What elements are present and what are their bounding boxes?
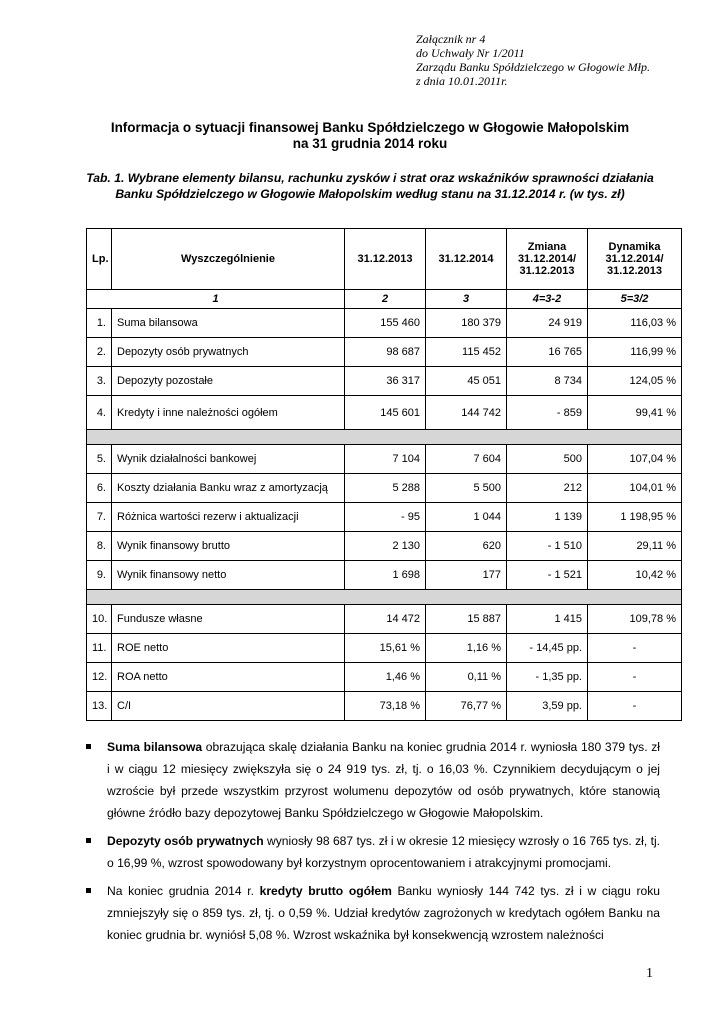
row-value-2014: 115 452 bbox=[426, 338, 507, 367]
row-lp: 1. bbox=[87, 309, 112, 338]
row-dynamics: - bbox=[588, 634, 682, 663]
title-line: na 31 grudnia 2014 roku bbox=[292, 136, 448, 151]
section-separator bbox=[87, 590, 682, 605]
header-2014: 31.12.2014 bbox=[426, 229, 507, 290]
row-name: Depozyty pozostałe bbox=[112, 367, 345, 396]
bullet-text: obrazująca skalę działania Banku na koniec grudnia 2014 r. wyniosła 180 379 tys. zł i w ciągu 12 miesięcy zwiększyła się o 24 919 tys. zł, tj. o 16,03 %. Czynnikiem decydującym o jej wzroście był przede wszystkim przyrost wolumenu depozytów od osób prywatnych, które stanowią główne źródło bazy depozytowej Banku Spółdzielczego w Głogowie Małopolskim. bbox=[107, 740, 660, 820]
bullet-list bbox=[86, 736, 660, 952]
column-number-row bbox=[87, 290, 682, 309]
bullet-text: Banku wyniosły 144 742 tys. zł i w ciągu roku zmniejszyły się o 859 tys. zł, tj. o 0,59 %. Udział kredytów zagrożonych w kredytach ogółem Banku na koniec grudnia br. wyniósł 5,08 %. Wzrost wskaźnika był konsekwencją wzrostem należności bbox=[107, 884, 660, 942]
row-dynamics: - bbox=[588, 692, 682, 721]
header-name: Wyszczególnienie bbox=[112, 229, 345, 290]
bullet-keyword: kredyty brutto ogółem bbox=[259, 884, 392, 898]
row-name: ROE netto bbox=[112, 634, 345, 663]
row-lp: 3. bbox=[87, 367, 112, 396]
section-separator bbox=[87, 430, 682, 445]
row-lp: 11. bbox=[87, 634, 112, 663]
row-value-2014: 15 887 bbox=[426, 605, 507, 634]
row-value-2014: 144 742 bbox=[426, 396, 507, 430]
table-row bbox=[87, 503, 682, 532]
row-change: - 14,45 pp. bbox=[507, 634, 588, 663]
row-name: ROA netto bbox=[112, 663, 345, 692]
row-value-2013: 98 687 bbox=[345, 338, 426, 367]
row-name: Kredyty i inne należności ogółem bbox=[112, 396, 345, 430]
row-dynamics: 1 198,95 % bbox=[588, 503, 682, 532]
row-value-2013: 73,18 % bbox=[345, 692, 426, 721]
row-lp: 13. bbox=[87, 692, 112, 721]
row-change: - 1 521 bbox=[507, 561, 588, 590]
row-value-2014: 0,11 % bbox=[426, 663, 507, 692]
row-change: 1 139 bbox=[507, 503, 588, 532]
row-value-2013: 1,46 % bbox=[345, 663, 426, 692]
colnum: 2 bbox=[345, 290, 426, 309]
row-name: Fundusze własne bbox=[112, 605, 345, 634]
header-change-l2: 31.12.2014/ bbox=[517, 253, 577, 265]
row-name: Koszty działania Banku wraz z amortyzacją bbox=[112, 474, 345, 503]
row-value-2013: 14 472 bbox=[345, 605, 426, 634]
row-name: Depozyty osób prywatnych bbox=[112, 338, 345, 367]
row-dynamics: 109,78 % bbox=[588, 605, 682, 634]
header-dyn-l2: 31.12.2014/ bbox=[605, 253, 664, 265]
bullet-keyword: Depozyty osób prywatnych bbox=[107, 834, 264, 848]
row-dynamics: 116,03 % bbox=[588, 309, 682, 338]
row-change: - 1 510 bbox=[507, 532, 588, 561]
row-change: 1 415 bbox=[507, 605, 588, 634]
row-dynamics: 29,11 % bbox=[588, 532, 682, 561]
row-name: Wynik finansowy brutto bbox=[112, 532, 345, 561]
row-lp: 4. bbox=[87, 396, 112, 430]
bullet-square-icon bbox=[86, 744, 91, 749]
annex-line: do Uchwały Nr 1/2011 bbox=[416, 46, 525, 60]
bullet-item bbox=[86, 880, 660, 946]
row-name: Wynik finansowy netto bbox=[112, 561, 345, 590]
row-value-2013: 2 130 bbox=[345, 532, 426, 561]
row-name: Wynik działalności bankowej bbox=[112, 445, 345, 474]
header-dyn-l3: 31.12.2013 bbox=[606, 265, 663, 277]
bullet-lead-text: Na koniec grudnia 2014 r. bbox=[107, 884, 260, 898]
row-value-2014: 620 bbox=[426, 532, 507, 561]
row-change: 212 bbox=[507, 474, 588, 503]
row-value-2014: 7 604 bbox=[426, 445, 507, 474]
row-dynamics: 107,04 % bbox=[588, 445, 682, 474]
bullet-square-icon bbox=[86, 888, 91, 893]
annex-note bbox=[416, 32, 650, 88]
row-value-2013: 5 288 bbox=[345, 474, 426, 503]
header-dyn-l1: Dynamika bbox=[608, 241, 661, 253]
header-2013: 31.12.2013 bbox=[345, 229, 426, 290]
row-name: C/I bbox=[112, 692, 345, 721]
table-row bbox=[87, 561, 682, 590]
row-lp: 5. bbox=[87, 445, 112, 474]
row-name: Suma bilansowa bbox=[112, 309, 345, 338]
row-lp: 2. bbox=[87, 338, 112, 367]
row-change: 3,59 pp. bbox=[507, 692, 588, 721]
financial-table bbox=[86, 228, 682, 721]
table-row bbox=[87, 692, 682, 721]
table-caption bbox=[60, 170, 680, 202]
annex-line: Zarządu Banku Spółdzielczego w Głogowie Młp. bbox=[416, 60, 650, 74]
document-title bbox=[60, 120, 680, 152]
row-change: 24 919 bbox=[507, 309, 588, 338]
row-name: Różnica wartości rezerw i aktualizacji bbox=[112, 503, 345, 532]
page-number: 1 bbox=[646, 966, 653, 981]
colnum: 3 bbox=[426, 290, 507, 309]
bullet-keyword: Suma bilansowa bbox=[107, 740, 203, 754]
bullet-item bbox=[86, 736, 660, 824]
row-dynamics: 116,99 % bbox=[588, 338, 682, 367]
table-row bbox=[87, 532, 682, 561]
row-value-2014: 76,77 % bbox=[426, 692, 507, 721]
row-lp: 9. bbox=[87, 561, 112, 590]
row-value-2013: 15,61 % bbox=[345, 634, 426, 663]
row-value-2013: 36 317 bbox=[345, 367, 426, 396]
row-lp: 8. bbox=[87, 532, 112, 561]
row-dynamics: 99,41 % bbox=[588, 396, 682, 430]
header-change bbox=[507, 229, 588, 290]
row-lp: 12. bbox=[87, 663, 112, 692]
table-row bbox=[87, 634, 682, 663]
header-change-l3: 31.12.2013 bbox=[519, 265, 575, 277]
row-value-2013: 145 601 bbox=[345, 396, 426, 430]
row-lp: 7. bbox=[87, 503, 112, 532]
table-row bbox=[87, 663, 682, 692]
colnum: 4=3-2 bbox=[507, 290, 588, 309]
table-header-row bbox=[87, 229, 682, 290]
row-value-2014: 1,16 % bbox=[426, 634, 507, 663]
bullet-item bbox=[86, 830, 660, 874]
row-change: - 859 bbox=[507, 396, 588, 430]
table-row bbox=[87, 474, 682, 503]
caption-line: Banku Spółdzielczego w Głogowie Małopolskim według stanu na 31.12.2014 r. (w tys. zł) bbox=[115, 187, 625, 201]
caption-line: Tab. 1. Wybrane elementy bilansu, rachunku zysków i strat oraz wskaźników sprawności działania bbox=[86, 171, 654, 185]
row-value-2014: 180 379 bbox=[426, 309, 507, 338]
annex-line: Załącznik nr 4 bbox=[416, 32, 486, 46]
row-change: 16 765 bbox=[507, 338, 588, 367]
row-change: 500 bbox=[507, 445, 588, 474]
annex-line: z dnia 10.01.2011r. bbox=[416, 74, 508, 88]
row-lp: 6. bbox=[87, 474, 112, 503]
header-change-l1: Zmiana bbox=[527, 241, 567, 253]
row-value-2014: 45 051 bbox=[426, 367, 507, 396]
row-dynamics: 10,42 % bbox=[588, 561, 682, 590]
row-dynamics: 124,05 % bbox=[588, 367, 682, 396]
row-value-2013: 7 104 bbox=[345, 445, 426, 474]
table-row bbox=[87, 338, 682, 367]
row-dynamics: 104,01 % bbox=[588, 474, 682, 503]
row-dynamics: - bbox=[588, 663, 682, 692]
header-lp: Lp. bbox=[87, 229, 112, 290]
row-change: - 1,35 pp. bbox=[507, 663, 588, 692]
row-value-2014: 1 044 bbox=[426, 503, 507, 532]
title-line: Informacja o sytuacji finansowej Banku Spółdzielczego w Głogowie Małopolskim bbox=[110, 120, 630, 135]
row-value-2013: 155 460 bbox=[345, 309, 426, 338]
row-lp: 10. bbox=[87, 605, 112, 634]
table-row bbox=[87, 367, 682, 396]
bullet-text: wyniosły 98 687 tys. zł i w okresie 12 miesięcy wzrosły o 16 765 tys. zł, tj. o 16,99 %, wzrost spowodowany był korzystnym oprocentowaniem i atrakcyjnymi promocjami. bbox=[107, 834, 660, 870]
table-row bbox=[87, 605, 682, 634]
colnum: 5=3/2 bbox=[588, 290, 682, 309]
row-value-2014: 177 bbox=[426, 561, 507, 590]
bullet-square-icon bbox=[86, 838, 91, 843]
table-row bbox=[87, 309, 682, 338]
row-value-2013: - 95 bbox=[345, 503, 426, 532]
table-row bbox=[87, 445, 682, 474]
row-change: 8 734 bbox=[507, 367, 588, 396]
row-value-2014: 5 500 bbox=[426, 474, 507, 503]
header-dynamics bbox=[588, 229, 682, 290]
row-value-2013: 1 698 bbox=[345, 561, 426, 590]
colnum: 1 bbox=[87, 290, 345, 309]
table-row bbox=[87, 396, 682, 430]
